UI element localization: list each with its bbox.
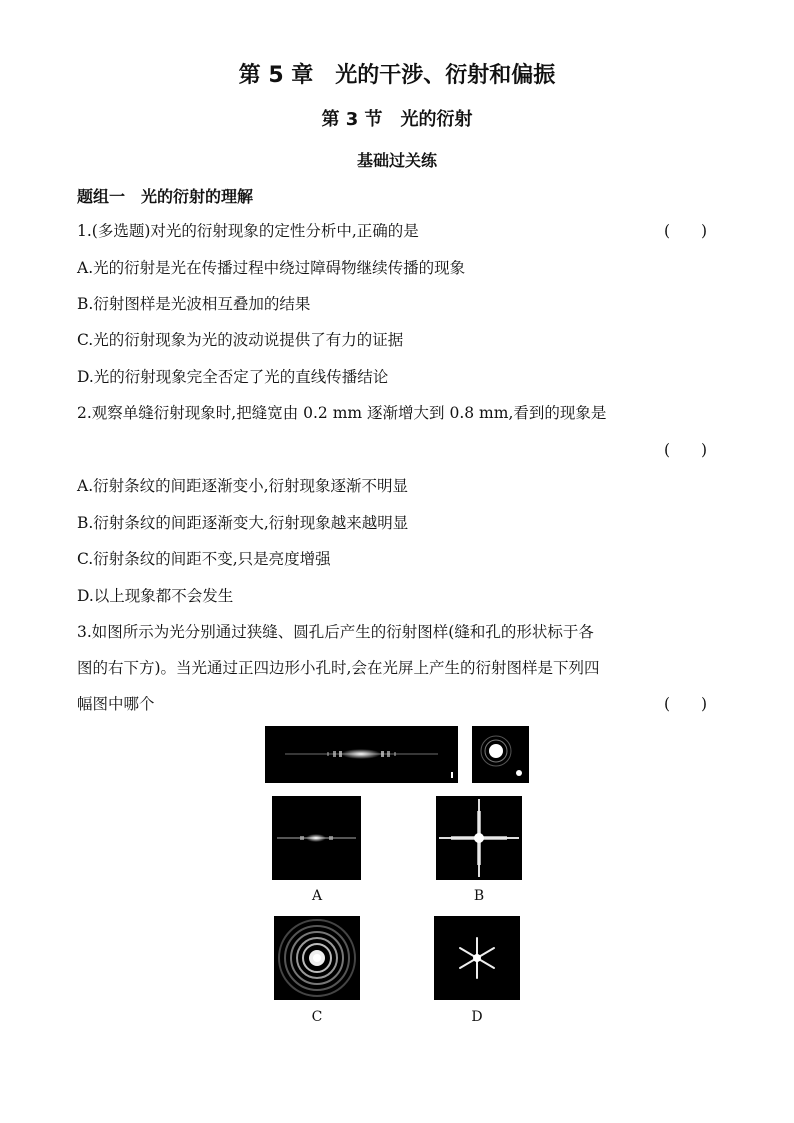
option-c-label: C — [311, 1009, 323, 1025]
option-d-label: D — [471, 1009, 483, 1025]
section-title: 第 3 节 光的衍射 — [321, 109, 473, 130]
option-c-diffraction-image — [274, 916, 360, 1000]
q2-option-b: B.衍射条纹的间距逐渐变大,衍射现象越来越明显 — [77, 514, 409, 532]
option-d-diffraction-image — [434, 916, 520, 1000]
q2-option-a: A.衍射条纹的间距逐渐变小,衍射现象逐渐不明显 — [77, 477, 409, 495]
option-b-label: B — [473, 888, 485, 904]
chapter-title: 第 5 章 光的干涉、衍射和偏振 — [238, 63, 556, 88]
q3-stem-line-2: 图的右下方)。当光通过正四边形小孔时,会在光屏上产生的衍射图样是下列四 — [77, 659, 600, 677]
q2-option-d: D.以上现象都不会发生 — [77, 587, 234, 605]
q3-answer-blank: ( ) — [664, 695, 708, 713]
q2-stem: 2.观察单缝衍射现象时,把缝宽由 0.2 mm 逐渐增大到 0.8 mm,看到的现象是 — [77, 404, 607, 422]
q1-option-b: B.衍射图样是光波相互叠加的结果 — [77, 295, 311, 313]
q1-answer-blank: ( ) — [664, 222, 708, 240]
option-b-diffraction-image — [436, 796, 522, 880]
q1-option-d: D.光的衍射现象完全否定了光的直线传播结论 — [77, 368, 389, 386]
question-group-title: 题组一 光的衍射的理解 — [77, 187, 254, 206]
exercise-subtitle: 基础过关练 — [356, 151, 437, 170]
q3-stem-line-1: 3.如图所示为光分别通过狭缝、圆孔后产生的衍射图样(缝和孔的形状标于各 — [77, 623, 594, 641]
q2-answer-blank: ( ) — [664, 441, 708, 459]
q1-option-a: A.光的衍射是光在传播过程中绕过障碍物继续传播的现象 — [77, 259, 466, 277]
option-a-diffraction-image — [272, 796, 361, 880]
q1-stem: 1.(多选题)对光的衍射现象的定性分析中,正确的是 — [77, 222, 419, 240]
slit-diffraction-image — [265, 726, 458, 783]
q3-stem-line-3: 幅图中哪个 — [77, 695, 155, 713]
circular-hole-diffraction-image — [472, 726, 529, 783]
q2-option-c: C.衍射条纹的间距不变,只是亮度增强 — [77, 550, 331, 568]
option-a-label: A — [311, 888, 323, 904]
q1-option-c: C.光的衍射现象为光的波动说提供了有力的证据 — [77, 331, 404, 349]
